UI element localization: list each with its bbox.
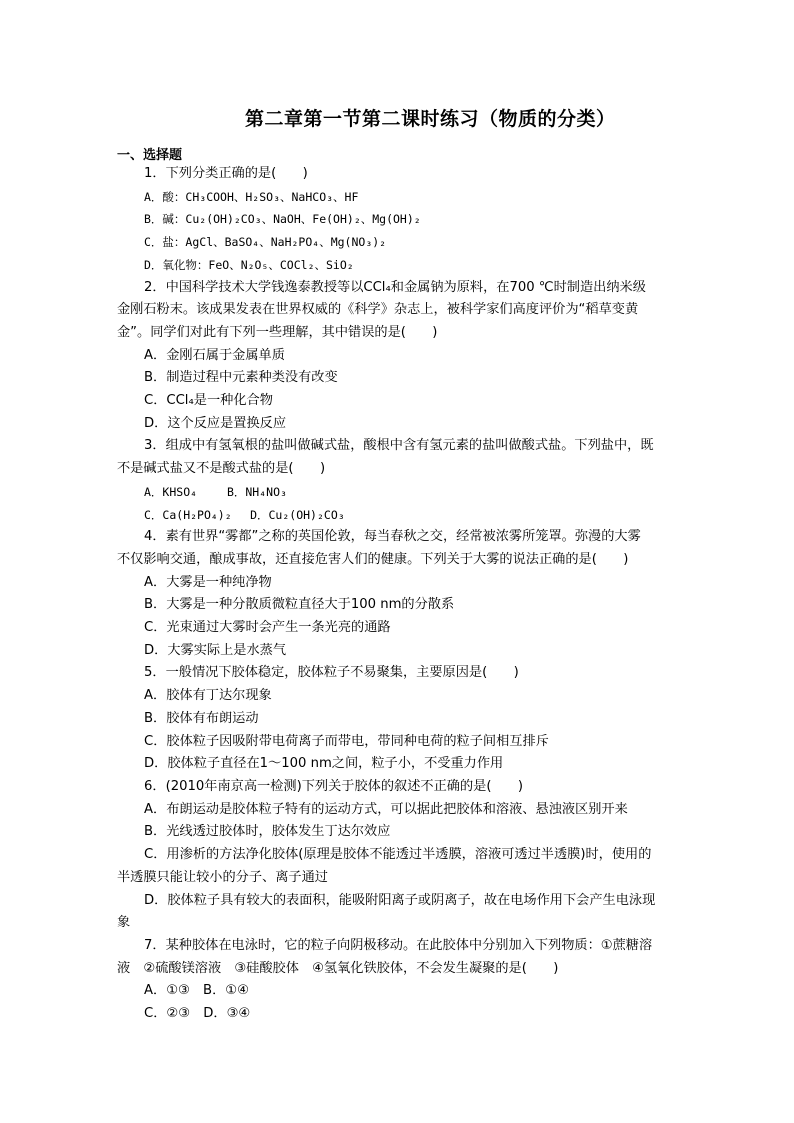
text-line: A．酸：CH₃COOH、H₂SO₃、NaHCO₃、HF (144, 189, 359, 204)
text-line: C．Ca(H₂PO₄)₂ D．Cu₂(OH)₂CO₃ (144, 507, 345, 522)
text-line: 液 ②硫酸镁溶液 ③硅酸胶体 ④氢氧化铁胶体，不会发生凝聚的是( ) (117, 960, 559, 976)
text-line: A．KHSO₄ B．NH₄NO₃ (144, 484, 287, 499)
text-line: 不仅影响交通，酿成事故，还直接危害人们的健康。下列关于大雾的说法正确的是( ) (117, 551, 629, 567)
question-list (117, 163, 680, 1026)
text-line: C．光束通过大雾时会产生一条光亮的通路 (144, 620, 391, 636)
text-line: A．①③ B．①④ (144, 983, 249, 999)
text-line: B．光线透过胶体时，胶体发生丁达尔效应 (144, 824, 391, 840)
text-line: A．金刚石属于金属单质 (144, 347, 285, 363)
text-line: C．盐：AgCl、BaSO₄、NaH₂PO₄、Mg(NO₃)₂ (144, 235, 387, 250)
text-line: 7．某种胶体在电泳时，它的粒子向阴极移动。在此胶体中分别加入下列物质：①蔗糖溶 (144, 937, 653, 953)
text-line: D．胶体粒子直径在1～100 nm之间，粒子小，不受重力作用 (144, 756, 504, 772)
text-line: 6．(2010年南京高一检测)下列关于胶体的叙述不正确的是( ) (144, 778, 524, 794)
text-line: B．制造过程中元素种类没有改变 (144, 370, 338, 386)
text-line: 4．素有世界“雾都”之称的英国伦敦，每当春秋之交，经常被浓雾所笼罩。弥漫的大雾 (144, 529, 641, 545)
text-line: C．胶体粒子因吸附带电荷离子而带电，带同种电荷的粒子间相互排斥 (144, 733, 549, 749)
text-line: 2．中国科学技术大学钱逸泰教授等以CCl₄和金属钠为原料，在700 ℃时制造出纳米级 (144, 279, 646, 295)
text-line: D．胶体粒子具有较大的表面积，能吸附阳离子或阴离子，故在电场作用下会产生电泳现 (144, 892, 656, 908)
text-line: B．碱：Cu₂(OH)₂CO₃、NaOH、Fe(OH)₂、Mg(OH)₂ (144, 212, 421, 227)
text-line: 半透膜只能让较小的分子、离子通过 (117, 869, 328, 885)
text-line: C．用渗析的方法净化胶体(原理是胶体不能透过半透膜，溶液可透过半透膜)时，使用的 (144, 847, 652, 863)
text-line: B．胶体有布朗运动 (144, 710, 259, 726)
text-line: 5．一般情况下胶体稳定，胶体粒子不易聚集，主要原因是( ) (144, 665, 519, 681)
page-title: 第二章第一节第二课时练习（物质的分类） (245, 108, 616, 130)
text-line: 金刚石粉末。该成果发表在世界权威的《科学》杂志上，被科学家们高度评价为“稻草变黄 (117, 302, 639, 318)
text-line: C．②③ D．③④ (144, 1006, 251, 1022)
text-line: 3．组成中有氢氧根的盐叫做碱式盐，酸根中含有氢元素的盐叫做酸式盐。下列盐中，既 (144, 438, 654, 454)
text-line: 金”。同学们对此有下列一些理解，其中错误的是( ) (117, 324, 438, 340)
text-line: 1．下列分类正确的是( ) (144, 166, 308, 181)
text-line: A．大雾是一种纯净物 (144, 574, 272, 590)
section-heading: 一、选择题 (117, 148, 183, 163)
text-line: A．胶体有丁达尔现象 (144, 688, 272, 704)
text-line: 不是碱式盐又不是酸式盐的是( ) (117, 461, 326, 477)
text-line: D．大雾实际上是水蒸气 (144, 642, 287, 658)
text-line: D．氧化物：FeO、N₂O₅、COCl₂、SiO₂ (144, 257, 354, 272)
text-line: 象 (117, 915, 131, 931)
text-line: B．大雾是一种分散质微粒直径大于100 nm的分散系 (144, 597, 455, 613)
text-line: C．CCl₄是一种化合物 (144, 393, 273, 409)
text-line: D．这个反应是置换反应 (144, 415, 287, 431)
text-line: A．布朗运动是胶体粒子特有的运动方式，可以据此把胶体和溶液、悬浊液区别开来 (144, 801, 628, 817)
